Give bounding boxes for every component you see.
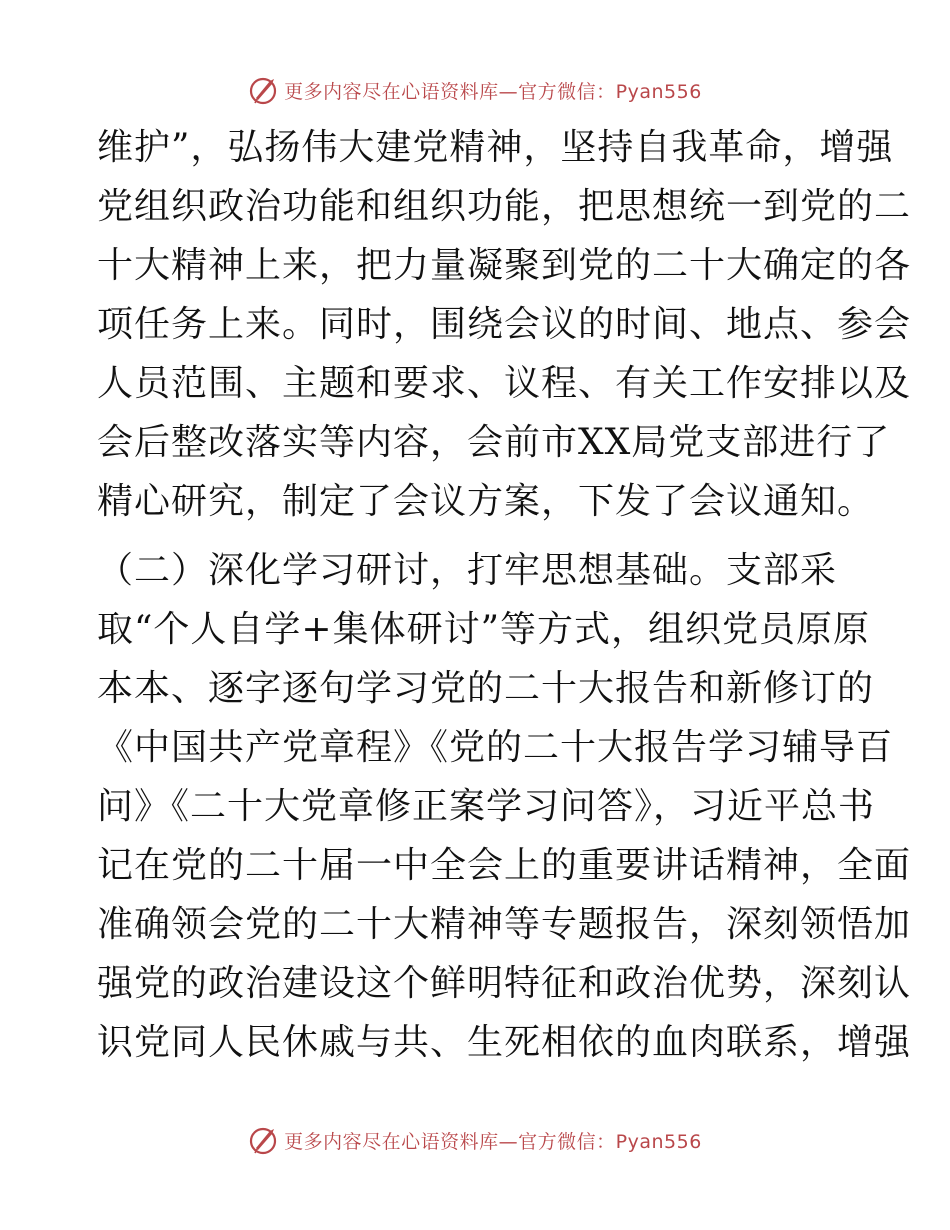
quill-pen-logo-icon (248, 1124, 280, 1156)
paragraph-2-line-3: 本本、逐字逐句学习党的二十大报告和新修订的 (97, 668, 875, 709)
header-banner-text: 更多内容尽在心语资料库—官方微信：Pyan556 (284, 80, 702, 103)
paragraph-1-line-1: 维护”，弘扬伟大建党精神，坚持自我革命，增强 (97, 127, 894, 168)
paragraph-1-line-3: 十大精神上来，把力量凝聚到党的二十大确定的各 (97, 245, 912, 286)
paragraph-1-line-7: 精心研究，制定了会议方案，下发了会议通知。 (97, 481, 875, 522)
quill-pen-logo-icon (248, 74, 280, 106)
paragraph-2-line-4: 《中国共产党章程》《党的二十大报告学习辅导百 (97, 727, 894, 768)
footer-banner-text: 更多内容尽在心语资料库—官方微信：Pyan556 (284, 1130, 702, 1153)
footer-banner (0, 1120, 950, 1160)
paragraph-2-line-2: 取“个人自学+集体研讨”等方式，组织党员原原 (97, 609, 870, 650)
paragraph-2-line-7: 准确领会党的二十大精神等专题报告，深刻领悟加 (97, 904, 912, 945)
paragraph-2-line-8: 强党的政治建设这个鲜明特征和政治优势，深刻认 (97, 963, 912, 1004)
paragraph-1-line-4: 项任务上来。同时，围绕会议的时间、地点、参会 (97, 304, 912, 345)
paragraph-2-line-5: 问》《二十大党章修正案学习问答》，习近平总书 (97, 786, 876, 827)
paragraph-2-line-9: 识党同人民休戚与共、生死相依的血肉联系，增强 (97, 1022, 912, 1063)
paragraph-1-line-2: 党组织政治功能和组织功能，把思想统一到党的二 (97, 186, 912, 227)
paragraph-2-line-1: （二）深化学习研讨，打牢思想基础。支部采 (97, 550, 838, 591)
paragraph-1-line-5: 人员范围、主题和要求、议程、有关工作安排以及 (97, 363, 912, 404)
header-banner (0, 70, 950, 110)
paragraph-1-line-6: 会后整改落实等内容，会前市XX局党支部进行了 (97, 422, 891, 463)
paragraph-2-line-6: 记在党的二十届一中全会上的重要讲话精神，全面 (97, 845, 912, 886)
